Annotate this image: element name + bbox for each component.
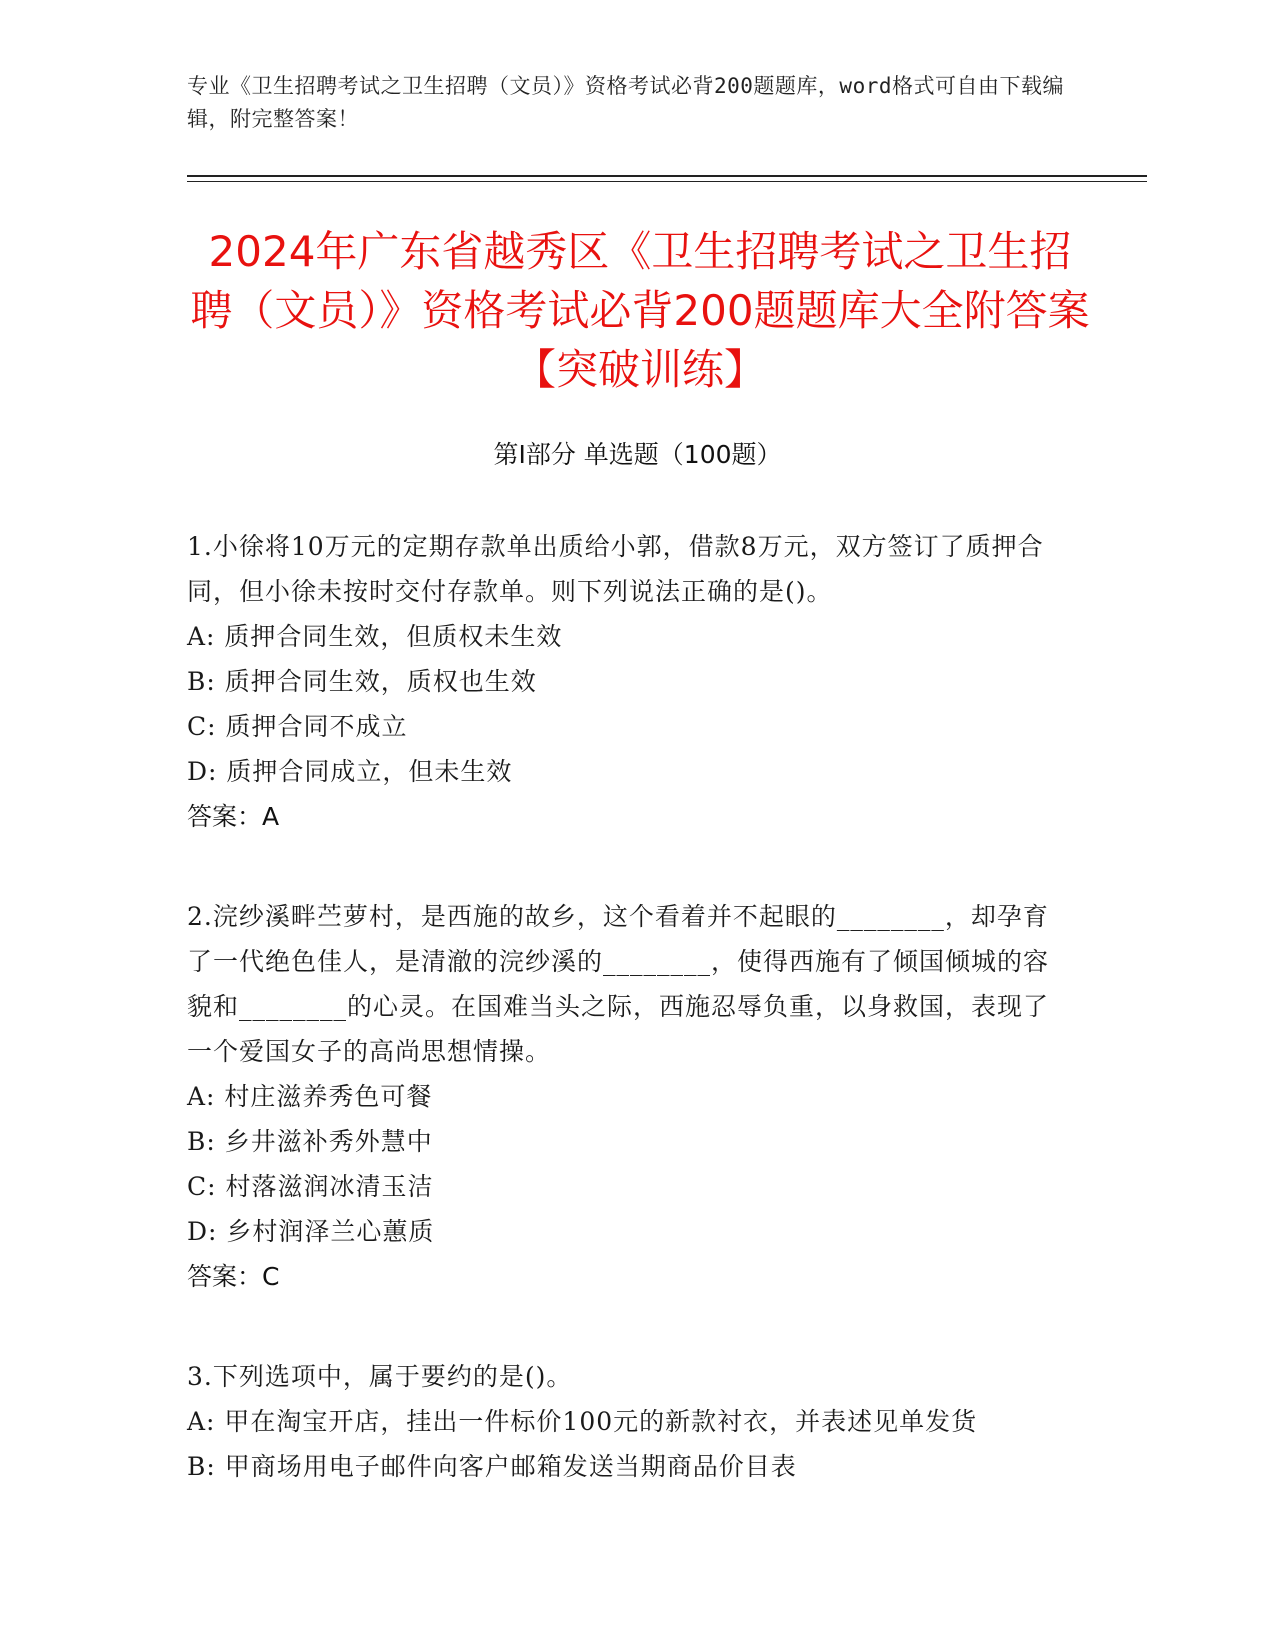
question-item <box>187 524 1067 839</box>
question-option: B: 甲商场用电子邮件向客户邮箱发送当期商品价目表 <box>187 1452 797 1481</box>
question-option: B: 乡井滋补秀外慧中 <box>187 1127 433 1156</box>
question-stem: 3.下列选项中，属于要约的是()。 <box>187 1362 573 1391</box>
question-stem: 1.小徐将10万元的定期存款单出质给小郭，借款8万元，双方签订了质押合同，但小徐未按时交付存款单。则下列说法正确的是()。 <box>187 532 1044 606</box>
header-divider-thin <box>187 181 1147 182</box>
header-divider-thick <box>187 175 1147 177</box>
question-option: A: 甲在淘宝开店，挂出一件标价100元的新款衬衣，并表述见单发货 <box>187 1407 978 1436</box>
question-option: A: 质押合同生效，但质权未生效 <box>187 622 563 651</box>
question-option: C: 村落滋润冰清玉洁 <box>187 1172 434 1201</box>
question-option: A: 村庄滋养秀色可餐 <box>187 1082 433 1111</box>
question-item <box>187 1354 1067 1489</box>
question-option: C: 质押合同不成立 <box>187 712 408 741</box>
document-title: 2024年广东省越秀区《卫生招聘考试之卫生招聘（文员）》资格考试必背200题题库大全附答案【突破训练】 <box>190 227 1090 394</box>
question-item <box>187 894 1067 1299</box>
question-list <box>187 524 1067 1544</box>
section-heading: 第Ⅰ部分 单选题（100题） <box>493 440 782 469</box>
question-answer: 答案：A <box>187 802 280 831</box>
question-option: B: 质押合同生效，质权也生效 <box>187 667 537 696</box>
header-note: 专业《卫生招聘考试之卫生招聘（文员）》资格考试必背200题题库，word格式可自由下载编辑，附完整答案！ <box>187 74 1064 131</box>
question-answer: 答案：C <box>187 1262 280 1291</box>
question-stem: 2.浣纱溪畔苎萝村，是西施的故乡，这个看着并不起眼的________，却孕育了一代绝色佳人，是清澈的浣纱溪的________，使得西施有了倾国倾城的容貌和________的心灵。在国难当头之际，西施忍辱负重，以身救国，表现了一个爱国女子的高尚思想情操。 <box>187 902 1050 1066</box>
question-option: D: 乡村润泽兰心蕙质 <box>187 1217 435 1246</box>
question-option: D: 质押合同成立，但未生效 <box>187 757 513 786</box>
